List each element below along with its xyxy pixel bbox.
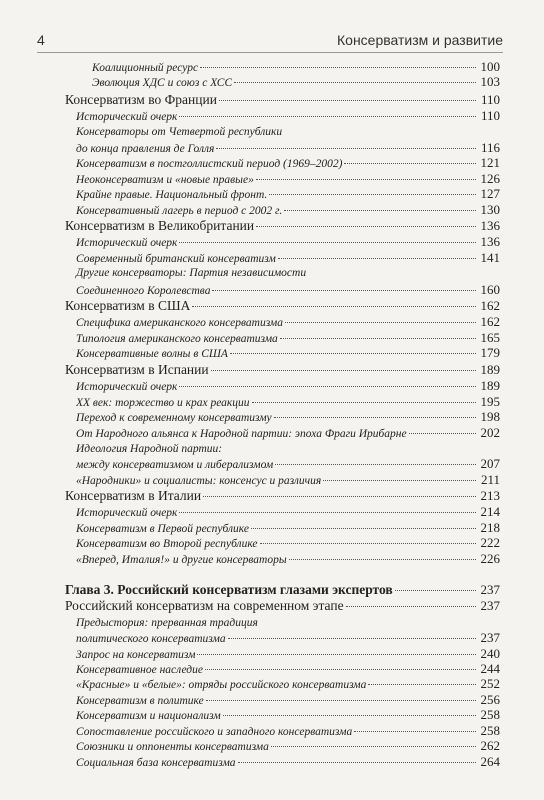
toc-page-number: 110 xyxy=(480,108,500,123)
toc-page-number: 198 xyxy=(480,409,500,424)
toc-entry-title: Эволюция ХДС и союз с ХСС xyxy=(92,77,233,89)
toc-entry-title: Специфика американского консерватизма xyxy=(76,317,284,329)
toc-entry xyxy=(76,172,500,187)
toc-page-number: 189 xyxy=(480,378,500,393)
toc-page-number: 126 xyxy=(480,171,500,186)
dot-leader xyxy=(344,162,476,164)
toc-entry-title: Консерваторы от Четвертой республики xyxy=(76,126,283,138)
toc-entry-title: Консерватизм в Италии xyxy=(65,489,202,503)
toc-entry-title: Консерватизм во Франции xyxy=(65,93,217,107)
toc-page-number: 162 xyxy=(480,314,500,329)
dot-leader xyxy=(252,401,476,403)
toc-entry xyxy=(76,109,500,124)
toc-entry xyxy=(76,410,500,425)
toc-entry-title: Коалиционный ресурс xyxy=(92,62,199,74)
toc-entry xyxy=(76,251,500,266)
toc-page-number: 160 xyxy=(480,282,500,297)
toc-entry-title: Консерватизм в США xyxy=(65,299,191,313)
dot-leader xyxy=(228,637,476,639)
toc-page-number: 136 xyxy=(480,234,500,249)
toc-page-number: 116 xyxy=(480,140,500,155)
toc-entry xyxy=(76,379,500,394)
toc-entry xyxy=(76,662,500,677)
toc-entry-title: От Народного альянса к Народной партии: эпоха Фраги Ирибарне xyxy=(76,428,407,440)
toc-entry xyxy=(76,473,500,488)
toc-page-number: 100 xyxy=(480,59,500,74)
toc-page-number: 213 xyxy=(480,488,500,503)
toc-entry xyxy=(76,187,500,202)
dot-leader xyxy=(323,479,476,481)
dot-leader xyxy=(179,115,476,117)
toc-entry xyxy=(76,346,500,361)
toc-entry-title: Запрос на консерватизм xyxy=(76,649,196,661)
toc-page-number: 226 xyxy=(480,551,500,566)
dot-leader xyxy=(409,432,476,434)
header-rule xyxy=(37,52,503,53)
toc-entry-title: «Красные» и «белые»: отряды российского консерватизма xyxy=(76,679,367,691)
toc-entry-title: Консерватизм в Великобритании xyxy=(65,219,255,233)
dot-leader xyxy=(269,193,476,195)
toc-entry xyxy=(76,521,500,536)
toc-entry-title: Идеология Народной партии: xyxy=(76,443,223,455)
dot-leader xyxy=(274,416,476,418)
toc-page-number: 141 xyxy=(480,250,500,265)
dot-leader xyxy=(368,683,476,685)
toc-entry xyxy=(76,457,500,472)
toc-entry xyxy=(76,315,500,330)
running-title: Консерватизм и развитие xyxy=(337,32,503,48)
toc-entry xyxy=(76,708,500,723)
toc-entry-title: Консервативные волны в США xyxy=(76,348,228,360)
toc-page-number: 244 xyxy=(480,661,500,676)
toc-entry xyxy=(76,426,500,441)
toc-entry xyxy=(65,489,500,503)
toc-entry-title: Глава 3. Российский консерватизм глазами экспертов xyxy=(65,583,393,597)
dot-leader xyxy=(212,289,476,291)
toc-page-number: 256 xyxy=(480,692,500,707)
dot-leader xyxy=(179,385,476,387)
dot-leader xyxy=(346,605,476,607)
toc-entry xyxy=(76,552,500,567)
dot-leader xyxy=(192,305,476,307)
toc-entry-title: Консервативный лагерь в период с 2002 г. xyxy=(76,205,283,217)
toc-entry-title: Исторический очерк xyxy=(76,237,178,249)
toc-page-number: 237 xyxy=(480,630,500,645)
dot-leader xyxy=(223,714,476,716)
toc-entry xyxy=(76,693,500,708)
toc-entry-title: Социальная база консерватизма xyxy=(76,757,236,769)
dot-leader xyxy=(203,495,476,497)
toc-entry-title: Консерватизм и национализм xyxy=(76,710,221,722)
dot-leader xyxy=(278,257,476,259)
toc-entry xyxy=(92,75,500,90)
dot-leader xyxy=(205,668,476,670)
toc-entry-title: до конца правления де Голля xyxy=(76,143,215,155)
dot-leader xyxy=(230,352,476,354)
toc-page-number: 262 xyxy=(480,738,500,753)
dot-leader xyxy=(256,225,476,227)
toc-entry-title: Соединенного Королевства xyxy=(76,285,211,297)
dot-leader xyxy=(219,99,476,101)
toc-page-number: 258 xyxy=(480,707,500,722)
toc-entry xyxy=(76,235,500,250)
toc-entry-title: Неоконсерватизм и «новые правые» xyxy=(76,174,254,186)
toc-entry xyxy=(65,299,500,313)
toc-entry xyxy=(76,505,500,520)
toc-page-number: 127 xyxy=(480,186,500,201)
toc-entry xyxy=(65,599,500,613)
toc-entry xyxy=(92,60,500,75)
dot-leader xyxy=(211,369,476,371)
toc-page-number: 237 xyxy=(480,582,500,597)
toc-page-number: 218 xyxy=(480,520,500,535)
toc-entry xyxy=(76,739,500,754)
toc-entry-title: XX век: торжество и крах реакции xyxy=(76,397,250,409)
dot-leader xyxy=(289,558,476,560)
toc-entry-title: Исторический очерк xyxy=(76,381,178,393)
dot-leader xyxy=(275,463,476,465)
toc-entry-title: Переход к современному консерватизму xyxy=(76,412,272,424)
dot-leader xyxy=(200,66,476,68)
toc-page-number: 258 xyxy=(480,723,500,738)
toc-entry xyxy=(76,536,500,551)
dot-leader xyxy=(179,241,476,243)
toc-entry xyxy=(76,331,500,346)
toc-page-number: 264 xyxy=(480,754,500,769)
toc-entry-title: Консерватизм в Первой республике xyxy=(76,523,249,535)
dot-leader xyxy=(179,511,476,513)
dot-leader xyxy=(260,542,476,544)
toc-entry xyxy=(76,283,500,298)
toc-entry xyxy=(76,724,500,739)
toc-page-number: 179 xyxy=(480,345,500,360)
toc-page-number: 240 xyxy=(480,646,500,661)
toc-entry-title: Консервативное наследие xyxy=(76,664,203,676)
toc-page-number: 130 xyxy=(480,202,500,217)
toc-page-number: 252 xyxy=(480,676,500,691)
dot-leader xyxy=(206,699,476,701)
toc-page-number: 222 xyxy=(480,535,500,550)
toc-entry xyxy=(76,647,500,662)
toc-page-number: 214 xyxy=(480,504,500,519)
dot-leader xyxy=(256,178,476,180)
toc-entry xyxy=(76,395,500,410)
dot-leader xyxy=(238,761,476,763)
toc-entry-title: Современный британский консерватизм xyxy=(76,253,276,265)
toc-entry xyxy=(76,141,500,156)
toc-entry-title: политического консерватизма xyxy=(76,633,226,645)
toc-entry xyxy=(76,631,500,646)
toc-entry-title: Предыстория: прерванная традиция xyxy=(76,617,258,629)
toc-entry xyxy=(76,677,500,692)
toc-page-number: 237 xyxy=(480,598,500,613)
toc-entry-title: «Вперед, Италия!» и другие консерваторы xyxy=(76,554,287,566)
toc-page-number: 162 xyxy=(480,298,500,313)
toc-entry-title: Исторический очерк xyxy=(76,111,178,123)
toc-page-number: 165 xyxy=(480,330,500,345)
dot-leader xyxy=(251,527,476,529)
toc-entry-title: Сопоставление российского и западного консерватизма xyxy=(76,726,353,738)
toc-entry xyxy=(65,363,500,377)
toc-entry xyxy=(76,156,500,171)
toc-entry-title: Типология американского консерватизма xyxy=(76,333,278,345)
toc-page-number: 189 xyxy=(480,362,500,377)
toc-entry-title: «Народники» и социалисты: консенсус и различия xyxy=(76,475,322,487)
toc-entry xyxy=(65,583,500,597)
dot-leader xyxy=(284,209,476,211)
toc-entry xyxy=(76,203,500,218)
dot-leader xyxy=(280,337,476,339)
toc-entry-title: Консерватизм в политике xyxy=(76,695,204,707)
page-number: 4 xyxy=(37,32,45,48)
toc-entry-title: между консерватизмом и либерализмом xyxy=(76,459,274,471)
toc-page-number: 121 xyxy=(480,155,500,170)
toc-page-number: 110 xyxy=(480,92,500,107)
toc-entry xyxy=(65,219,500,233)
toc-entry-title: Крайне правые. Национальный фронт. xyxy=(76,189,268,201)
toc-entry xyxy=(76,755,500,770)
dot-leader xyxy=(216,147,476,149)
toc-entry-title: Исторический очерк xyxy=(76,507,178,519)
toc-entry-title: Консерватизм во Второй республике xyxy=(76,538,258,550)
dot-leader xyxy=(197,653,476,655)
toc-page-number: 211 xyxy=(480,472,500,487)
toc-page-number: 207 xyxy=(480,456,500,471)
dot-leader xyxy=(285,321,476,323)
dot-leader xyxy=(354,730,476,732)
toc-entry-title: Другие консерваторы: Партия независимости xyxy=(76,267,307,279)
toc-entry-title: Консерватизм в Испании xyxy=(65,363,209,377)
dot-leader xyxy=(395,589,476,591)
toc-entry xyxy=(65,93,500,107)
toc-page-number: 202 xyxy=(480,425,500,440)
toc-entry-title: Союзники и оппоненты консерватизма xyxy=(76,741,269,753)
dot-leader xyxy=(234,81,476,83)
toc-page-number: 136 xyxy=(480,218,500,233)
dot-leader xyxy=(271,745,476,747)
toc-entry-title: Консерватизм в постголлистский период (1969–2002) xyxy=(76,158,343,170)
toc-page-number: 195 xyxy=(480,394,500,409)
toc-entry-title: Российский консерватизм на современном этапе xyxy=(65,599,344,613)
toc-page-number: 103 xyxy=(480,74,500,89)
